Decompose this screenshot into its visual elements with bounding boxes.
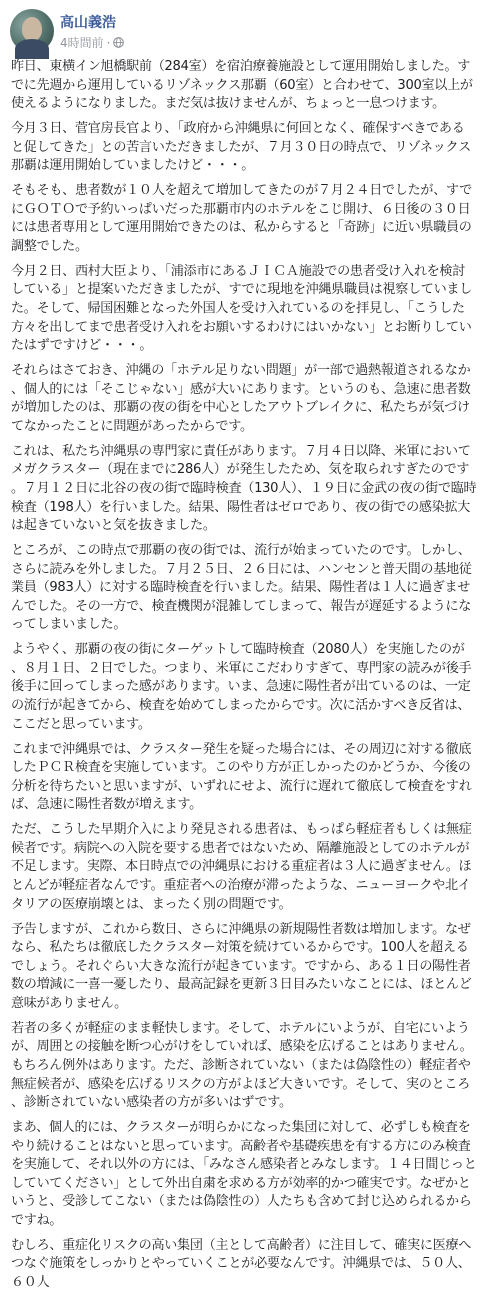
post-meta xyxy=(60,34,124,51)
post-paragraph: 今月２日、西村大臣より、「浦添市にあるＪＩＣＡ施設での患者受け入れを検討している」と提案いただきましたが、すでに現地を沖縄県職員は視察していました。そして、帰国困難となった外国人を受け入れているのを拝見し、「こうした方々を出してまで患者受け入れをお願いするわけにはいかない」とお断りしていたはずですけど・・・。 xyxy=(11,263,472,354)
post-paragraph: ところが、この時点で那覇の夜の街では、流行が始まっていたのです。しかし、さらに読みを外しました。７月２５日、２６日には、ハンセンと普天間の基地従業員（983人）に対する臨時検査を行いました。結果、陽性者は１人に過ぎませんでした。その一方で、検査機関が混雑してしまって、報告が遅延するようになってしまいました。 xyxy=(11,543,472,633)
post-paragraph: それらはさておき、沖縄の「ホテル足りない問題」が一部で過熱報道されるなか、個人的には「そこじゃない」感が大いにあります。というのも、急速に患者数が増加したのは、那覇の夜の街を中心としたアウトブレイクに、私たちが気づけてなかったことに問題があったからです。 xyxy=(11,363,471,434)
post-paragraph: これは、私たち沖縄県の専門家に責任があります。７月４日以降、米軍においてメガクラスター（現在までに286人）が発生したため、気を取られすぎたのです。７月１２日に北谷の夜の街で臨時検査（130人）、１９日に金武の夜の街で臨時検査（198人）を行いました。結果、陽性者はゼロであり、夜の街での感染拡大は起きていないと気を抜きました。 xyxy=(11,443,477,534)
post-paragraph: 昨日、東横イン旭橋駅前（284室）を宿泊療養施設として運用開始しました。すでに先週から運用しているリゾネックス那覇（60室）と合わせて、300室以上が使えるようになりました。まだ気は抜けませんが、ちょっと一息つけます。 xyxy=(11,59,473,112)
post-paragraph: ようやく、那覇の夜の街にターゲットして臨時検査（2080人）を実施したのが、８月１日、２日でした。つまり、米軍にこだわりすぎて、専門家の読みが後手後手に回ってしまった感があります。いま、急速に陽性者が出ているのは、一定の流行が起きてから、検査を始めてしまったからです。次に活かすべき反省は、ここだと思っています。 xyxy=(11,642,472,732)
post-paragraph: ただ、こうした早期介入により発見される患者は、もっぱら軽症者もしくは無症候者です。病院への入院を要する患者ではないため、隔離施設としてのホテルが不足します。実際、本日時点での沖縄県における重症者は３人に過ぎません。ほとんどが軽症者なんです。重症者への治療が滞ったような、ニューヨークや北イタリアの医療崩壊とは、まったく別の問題です。 xyxy=(11,822,472,912)
post-paragraph: そもそも、患者数が１０人を超えて増加してきたのが７月２４日でしたが、すでにＧＯＴＯで予約いっぱいだった那覇市内のホテルをこじ開け、６日後の３０日には患者専用として運用開始できたのは、私からすると「奇跡」に近い県職員の調整でした。 xyxy=(11,183,472,254)
author-name-link[interactable]: 高山義浩 xyxy=(60,15,116,31)
post-body xyxy=(11,58,477,1299)
post-paragraph: 予告しますが、これから数日、さらに沖縄県の新規陽性者数は増加します。なぜなら、私たちは徹底したクラスター対策を続けているからです。100人を超えるでしょう。それぐらい大きな流行が起きています。ですから、ある１日の陽性者数の増減に一喜一憂したり、最高記録を更新３日目みたいなことには、ほとんど意味がありません。 xyxy=(11,921,472,1011)
author-avatar[interactable] xyxy=(10,9,54,53)
post-header xyxy=(0,0,485,62)
avatar-face xyxy=(22,17,42,41)
post-paragraph: むしろ、重症化リスクの高い集団（主として高齢者）に注目して、確実に医療へつなぐ施策をしっかりとやっていくことが必要なんです。沖縄県では、５０人、６０人 xyxy=(11,1237,472,1291)
post-paragraph: これまで沖縄県では、クラスター発生を疑った場合には、その周辺に対する徹底したＰＣＲ検査を実施しています。このやり方が正しかったのかどうか、今後の分析を待ちたいと思いますが、いずれにせよ、流行に遅れて徹底して検査をすれば、急速に陽性者数が増えます。 xyxy=(11,741,472,813)
meta-separator: · xyxy=(106,35,111,50)
post-paragraph: まあ、個人的には、クラスターが明らかになった集団に対して、必ずしも検査をやり続けることはないと思っています。高齢者や基礎疾患を有する方にのみ検査を実施して、それ以外の方には、「みなさん感染者とみなします。１４日間じっとしていてください」として外出自粛を求める方が効率的かつ確実です。なぜかというと、受診してこない（または偽陰性の）人たちも含めて封じ込められるからですね。 xyxy=(11,1120,477,1228)
avatar-body xyxy=(15,39,49,59)
post-paragraph: 今月３日、菅官房長官より、「政府から沖縄県に何回となく、確保すべきであると促してきた」との苦言いただきましたが、７月３０日の時点で、リゾネックス那覇は運用開始していましたけど・・・。 xyxy=(11,121,471,174)
post-paragraph: 若者の多くが軽症のまま軽快します。そして、ホテルにいようが、自宅にいようが、周囲との接触を断つ心がけをしていれば、感染を広げることはありません。もちろん例外はあります。ただ、診断されていない（または偽陰性の）軽症者や無症候者が、感染を広げるリスクの方がよほど大きいです。そして、実のところ、診断されていない感染者の方が多いはずです。 xyxy=(11,1020,473,1111)
globe-icon[interactable] xyxy=(113,37,124,48)
post-timestamp[interactable]: 4時間前 xyxy=(60,36,104,50)
